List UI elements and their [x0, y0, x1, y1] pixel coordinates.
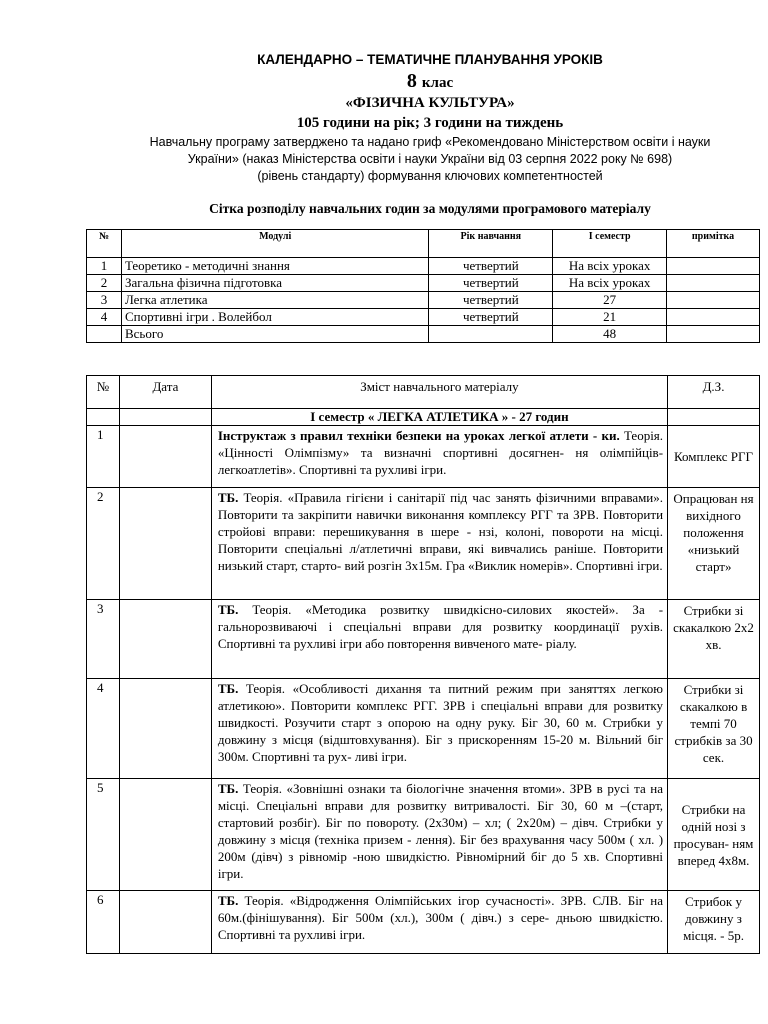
lesson-row	[87, 891, 760, 954]
lesson-homework: Стрибки на одній нозі з просуван- ням вперед 4х8м.	[668, 779, 760, 891]
col-date: Дата	[119, 376, 211, 409]
table-row	[87, 292, 760, 309]
lesson-date	[119, 891, 211, 954]
lesson-text: Теорія. «Зовнішні ознаки та біологічне значення втоми». ЗРВ в русі та на місці. Спеціальні вправи для розвитку витривалості. Біг 30, 60 м –(старт, стартовий розбіг). Біг по повороту. (2х30м) – хл; ( 2х20м) – дівч. Стрибки у довжину з місця (техніка призем - лення). Біг без врахування часу 500м ( хл. ) 200м (дівч) з рівномір -ною швидкістю. Рівномірний біг до 5 хв. Спортивні ігри.	[217, 781, 664, 881]
lesson-text: Теорія. «Відродження Олімпійських ігор сучасності». ЗРВ. СЛВ. Біг на 60м.(фінішування). Біг 500м (хл.), 300м ( дівч.) з сере- дньою швидкістю. Спортивні та рухливі ігри.	[217, 893, 664, 942]
lessons-header-row	[87, 376, 760, 409]
row-semester: 21	[553, 309, 667, 326]
lesson-date	[119, 679, 211, 779]
row-semester: На всіх уроках	[553, 275, 667, 292]
row-semester: На всіх уроках	[553, 258, 667, 275]
col-note: примітка	[667, 230, 760, 258]
row-year: четвертий	[429, 309, 553, 326]
table-row	[87, 275, 760, 292]
row-note	[667, 275, 760, 292]
program-line-3: (рівень стандарту) формування ключових компетентностей	[257, 169, 603, 183]
lesson-text: Теорія. «Методика розвитку швидкісно-силових якостей». За - гальнорозвиваючі і спеціальні вправи для розвитку координації рухів. Спортивні та рухливі ігри або повторення вивченого мате- ріалу.	[217, 602, 664, 651]
semester-title: І семестр « ЛЕГКА АТЛЕТИКА » - 27 годин	[211, 409, 667, 426]
modules-header-row	[87, 230, 760, 258]
lesson-bold-text: ТБ.	[217, 893, 239, 908]
lesson-date	[119, 488, 211, 600]
row-note	[667, 309, 760, 326]
col-module: Модулі	[121, 230, 428, 258]
document-title: КАЛЕНДАРНО – ТЕМАТИЧНЕ ПЛАНУВАННЯ УРОКІВ	[257, 52, 603, 67]
row-module: Легка атлетика	[121, 292, 428, 309]
lesson-bold-text: ТБ.	[217, 781, 239, 796]
lesson-text: Теорія. «Правила гігієни і санітарії під час занять фізичними вправами». Повторити та закріпити навички виконання комплексу РГГ та ЗРВ. Повторити стройові вправи: перешикування в шере - нзі, колоні, повороти на місці. Повторити спеціальні л/атлетичні вправи, які вивчались раніше. Повторити низький старт, старто- вий розгін 3х15м. Гра «Виклик номерів». Спортивні ігри.	[217, 490, 664, 573]
row-year: четвертий	[429, 275, 553, 292]
lessons-table	[86, 375, 760, 954]
lesson-date	[119, 600, 211, 679]
lesson-number: 1	[87, 426, 120, 488]
lesson-bold-text: Інструктаж з правил техніки безпеки на уроках легкої атлети - ки.	[217, 428, 620, 443]
modules-table	[86, 229, 760, 343]
lesson-content	[211, 779, 667, 891]
col-number: №	[87, 376, 120, 409]
row-note	[667, 258, 760, 275]
hours-heading: 105 години на рік; 3 години на тиждень	[296, 115, 564, 131]
program-line-1: Навчальну програму затверджено та надано гриф «Рекомендовано Міністерством освіти і науки	[149, 135, 711, 149]
row-number: 2	[87, 275, 122, 292]
row-module: Теоретико - методичні знання	[121, 258, 428, 275]
lesson-bold-text: ТБ.	[217, 490, 239, 505]
lesson-content	[211, 600, 667, 679]
row-note	[667, 292, 760, 309]
grade-number: 8	[406, 70, 417, 92]
lesson-homework: Стрибки зі скакалкою 2х2 хв.	[668, 600, 760, 679]
lesson-number: 3	[87, 600, 120, 679]
lesson-homework: Комплекс РГГ	[668, 426, 760, 488]
lesson-number: 6	[87, 891, 120, 954]
lesson-row	[87, 600, 760, 679]
lesson-content	[211, 891, 667, 954]
table-row	[87, 309, 760, 326]
subject-heading: «ФІЗИЧНА КУЛЬТУРА»	[345, 95, 515, 111]
lesson-row	[87, 426, 760, 488]
lesson-text: Теорія. «Цінності Олімпізму» та визначні спортивні досягнен- ня олімпійців-легкоатлетів». Спортивні та рухливі ігри.	[217, 428, 664, 477]
lesson-homework: Стрибок у довжину з місця. - 5р.	[668, 891, 760, 954]
semester-row	[87, 409, 760, 426]
lesson-date	[119, 426, 211, 488]
row-number: 3	[87, 292, 122, 309]
total-row	[87, 326, 760, 343]
program-line-2: України» (наказ Міністерства освіти і науки України від 03 серпня 2022 року № 698)	[187, 152, 673, 166]
lesson-content	[211, 488, 667, 600]
row-number: 4	[87, 309, 122, 326]
lesson-content	[211, 679, 667, 779]
lesson-homework: Опрацюван ня вихідного положення «низький старт»	[668, 488, 760, 600]
grid-title: Сітка розподілу навчальних годин за модулями програмового матеріалу	[209, 201, 651, 216]
lesson-bold-text: ТБ.	[217, 681, 239, 696]
lesson-bold-text: ТБ.	[217, 602, 239, 617]
grade-heading	[0, 70, 768, 93]
col-number: №	[87, 230, 122, 258]
row-module: Спортивні ігри . Волейбол	[121, 309, 428, 326]
total-label: Всього	[121, 326, 428, 343]
table-row	[87, 258, 760, 275]
row-year: четвертий	[429, 292, 553, 309]
row-year: четвертий	[429, 258, 553, 275]
col-homework: Д.З.	[668, 376, 760, 409]
lesson-number: 4	[87, 679, 120, 779]
lesson-row	[87, 679, 760, 779]
col-year: Рік навчання	[429, 230, 553, 258]
lesson-number: 5	[87, 779, 120, 891]
col-semester: І семестр	[553, 230, 667, 258]
lesson-row	[87, 779, 760, 891]
lesson-number: 2	[87, 488, 120, 600]
lesson-content	[211, 426, 667, 488]
total-semester: 48	[553, 326, 667, 343]
lesson-homework: Стрибки зі скакалкою в темпі 70 стрибків за 30 сек.	[668, 679, 760, 779]
row-semester: 27	[553, 292, 667, 309]
col-content: Зміст навчального матеріалу	[211, 376, 667, 409]
grade-word: клас	[421, 75, 454, 91]
lesson-date	[119, 779, 211, 891]
lesson-row	[87, 488, 760, 600]
row-module: Загальна фізична підготовка	[121, 275, 428, 292]
row-number: 1	[87, 258, 122, 275]
lesson-text: Теорія. «Особливості дихання та питний режим при заняттях легкою атлетикою». Повторити комплекс РГГ. ЗРВ і спеціальні вправи для розвитку швидкості. Розучити старт з опорою на одну руку. Біг 30, 60 м. Стрибки у довжину з місця (відштовхування). Біг з прискоренням 15-20 м. Вільний біг 300м. Спортивні та рух- ливі ігри.	[217, 681, 664, 764]
